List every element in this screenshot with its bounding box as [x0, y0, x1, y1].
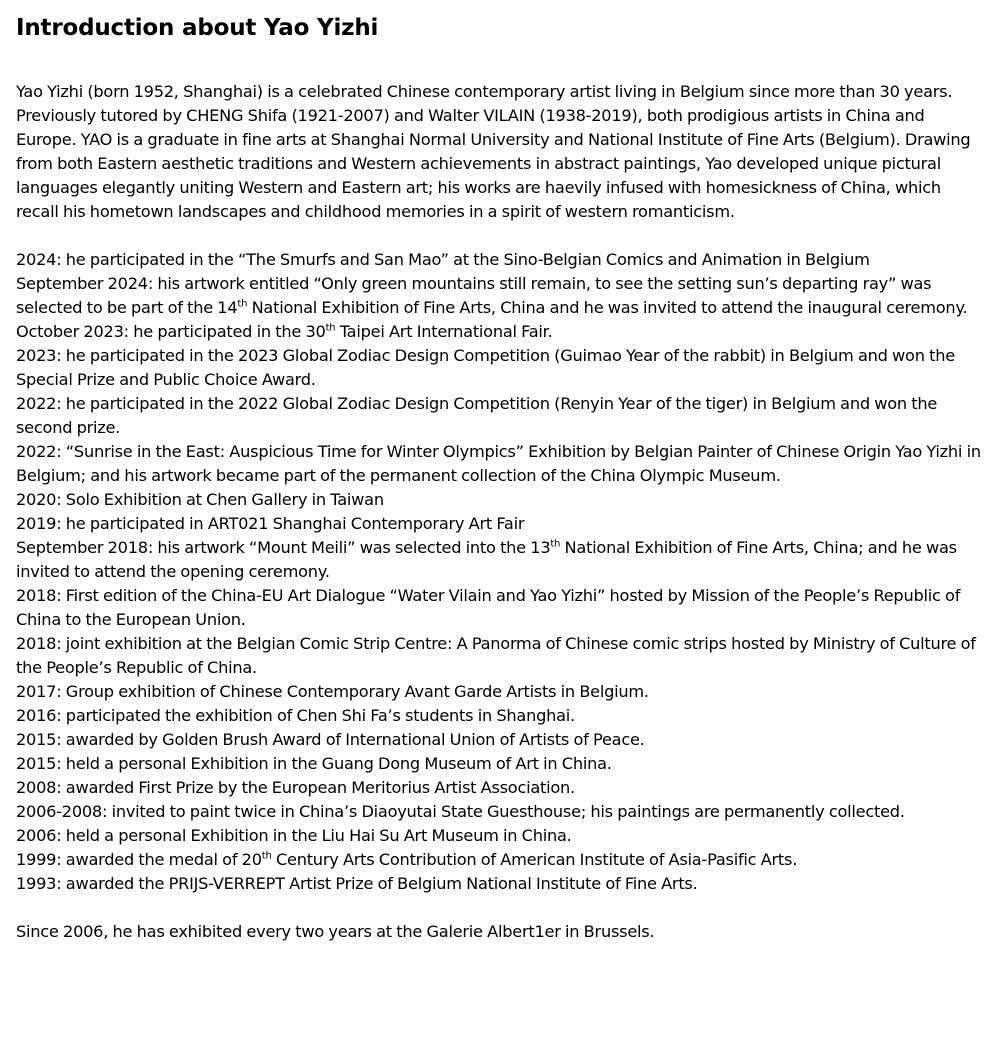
timeline-entry: [16, 320, 984, 344]
timeline-entry: [16, 872, 984, 896]
timeline-entry: [16, 272, 984, 320]
timeline-entry-text: 2008: awarded First Prize by the European Meritorius Artist Association.: [16, 778, 575, 797]
timeline-entry: [16, 752, 984, 776]
timeline-entry-text-continued: Century Arts Contribution of American Institute of Asia-Pasific Arts.: [271, 850, 798, 869]
timeline-entry: [16, 512, 984, 536]
intro-paragraph: Yao Yizhi (born 1952, Shanghai) is a celebrated Chinese contemporary artist living in Belgium since more than 30 years. Previously tutored by CHENG Shifa (1921-2007) and Walter VILAIN (1938-2019), both prodigious artists in China and Europe. YAO is a graduate in fine arts at Shanghai Normal University and National Institute of Fine Arts (Belgium). Drawing from both Eastern aesthetic traditions and Western achievements in abstract paintings, Yao developed unique pictural languages elegantly uniting Western and Eastern art; his works are haevily infused with homesickness of China, which recall his hometown landscapes and childhood memories in a spirit of western romanticism.: [16, 82, 971, 221]
closing-paragraph: Since 2006, he has exhibited every two years at the Galerie Albert1er in Brussels.: [16, 922, 655, 941]
timeline-entry: [16, 536, 984, 584]
timeline-entry: [16, 392, 984, 440]
timeline-entry-text: 1993: awarded the PRIJS-VERREPT Artist Prize of Belgium National Institute of Fine Arts.: [16, 874, 698, 893]
timeline-entry-text: 2023: he participated in the 2023 Global Zodiac Design Competition (Guimao Year of the rabbit) in Belgium and won the Special Prize and Public Choice Award.: [16, 346, 955, 389]
timeline-entry-text: September 2024: his artwork entitled “Only green mountains still remain, to see the setting sun’s departing ray” was selected to be part of the 14: [16, 274, 932, 317]
timeline-entry-text: 2006: held a personal Exhibition in the Liu Hai Su Art Museum in China.: [16, 826, 572, 845]
ordinal-suffix: th: [237, 298, 248, 310]
timeline-entry-text: 1999: awarded the medal of 20: [16, 850, 262, 869]
timeline-entry: [16, 248, 984, 272]
timeline-entry-text: September 2018: his artwork “Mount Meili” was selected into the 13: [16, 538, 551, 557]
timeline-entry: [16, 728, 984, 752]
timeline-entry-text: 2015: held a personal Exhibition in the Guang Dong Museum of Art in China.: [16, 754, 612, 773]
timeline-entry-text: 2019: he participated in ART021 Shanghai Contemporary Art Fair: [16, 514, 525, 533]
ordinal-suffix: th: [550, 538, 561, 550]
timeline-entry-text: 2018: First edition of the China-EU Art Dialogue “Water Vilain and Yao Yizhi” hosted by Mission of the People’s Republic of China to the European Union.: [16, 586, 961, 629]
timeline-list: [16, 248, 984, 896]
timeline-entry: [16, 344, 984, 392]
timeline-entry-text: 2022: he participated in the 2022 Global Zodiac Design Competition (Renyin Year of the tiger) in Belgium and won the second prize.: [16, 394, 938, 437]
timeline-entry-text: October 2023: he participated in the 30: [16, 322, 326, 341]
timeline-entry-text-continued: National Exhibition of Fine Arts, China; and he was invited to attend the opening ceremony.: [16, 538, 957, 581]
timeline-entry-text: 2015: awarded by Golden Brush Award of International Union of Artists of Peace.: [16, 730, 645, 749]
timeline-entry-text: 2022: “Sunrise in the East: Auspicious Time for Winter Olympics” Exhibition by Belgian Painter of Chinese Origin Yao Yizhi in Belgium; and his artwork became part of the permanent collection of the China Olympic Museum.: [16, 442, 981, 485]
timeline-entry: [16, 440, 984, 488]
timeline-entry-text: 2024: he participated in the “The Smurfs and San Mao” at the Sino-Belgian Comics and Animation in Belgium: [16, 250, 870, 269]
timeline-entry: [16, 680, 984, 704]
timeline-entry: [16, 704, 984, 728]
timeline-entry: [16, 824, 984, 848]
page-title: Introduction about Yao Yizhi: [16, 15, 379, 41]
ordinal-suffix: th: [325, 322, 336, 334]
timeline-entry: [16, 488, 984, 512]
timeline-entry-text-continued: Taipei Art International Fair.: [335, 322, 553, 341]
timeline-entry-text-continued: National Exhibition of Fine Arts, China and he was invited to attend the inaugural ceremony.: [247, 298, 968, 317]
timeline-entry: [16, 800, 984, 824]
timeline-entry-text: 2018: joint exhibition at the Belgian Comic Strip Centre: A Panorma of Chinese comic strips hosted by Ministry of Culture of the People’s Republic of China.: [16, 634, 976, 677]
timeline-entry: [16, 584, 984, 632]
timeline-entry: [16, 632, 984, 680]
timeline-entry-text: 2006-2008: invited to paint twice in China’s Diaoyutai State Guesthouse; his paintings are permanently collected.: [16, 802, 905, 821]
timeline-entry-text: 2020: Solo Exhibition at Chen Gallery in Taiwan: [16, 490, 384, 509]
timeline-entry: [16, 848, 984, 872]
ordinal-suffix: th: [261, 850, 272, 862]
timeline-entry: [16, 776, 984, 800]
timeline-entry-text: 2017: Group exhibition of Chinese Contemporary Avant Garde Artists in Belgium.: [16, 682, 649, 701]
timeline-entry-text: 2016: participated the exhibition of Chen Shi Fa’s students in Shanghai.: [16, 706, 575, 725]
